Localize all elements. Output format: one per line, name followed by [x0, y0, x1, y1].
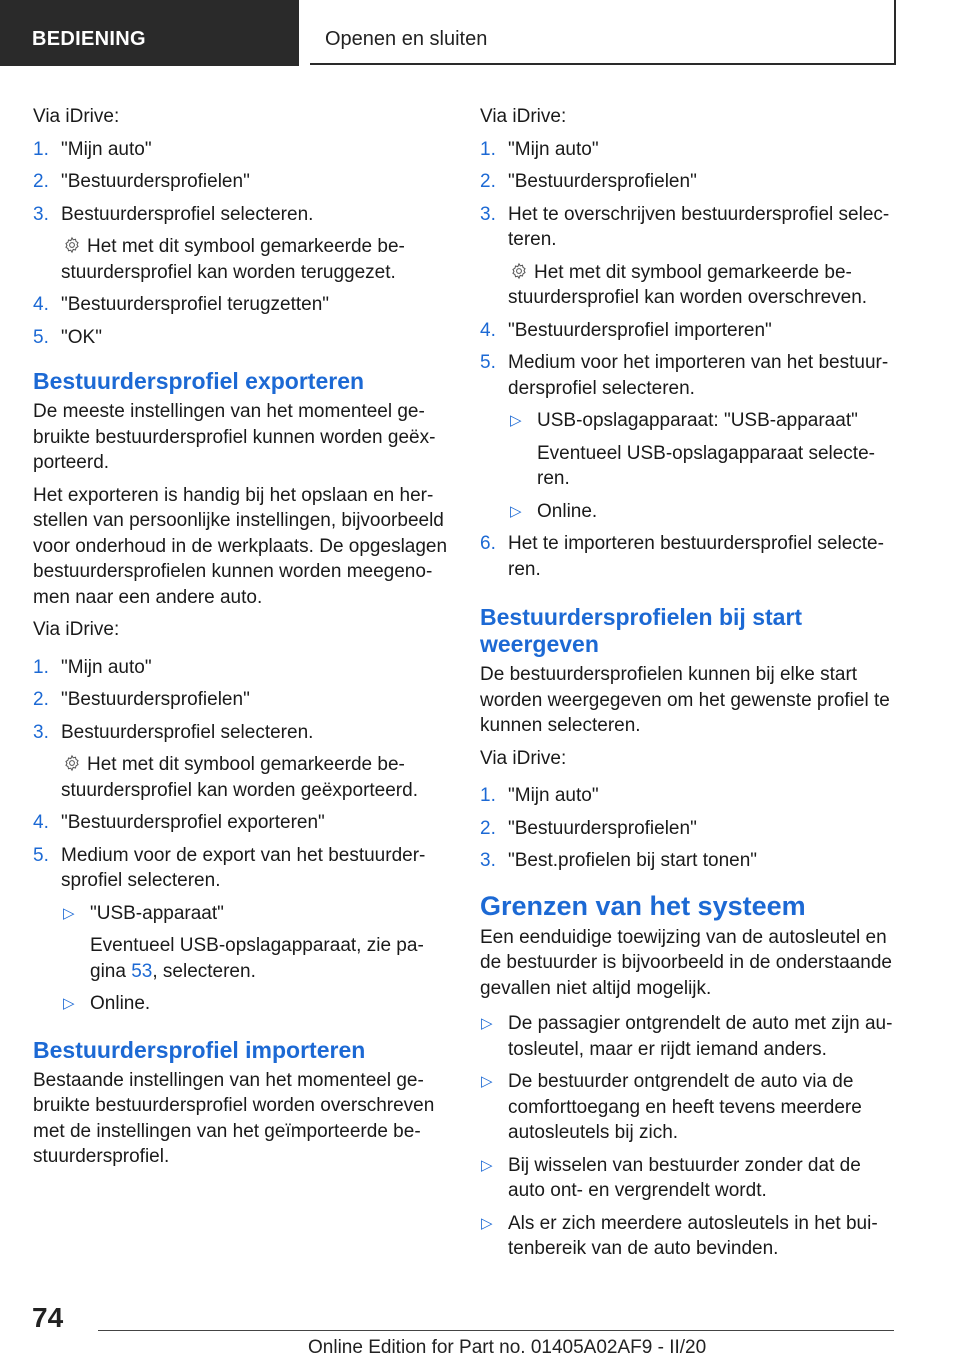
bullet-text: De bestuurder ontgrendelt de auto via de comforttoegang en heeft tevens meerdere autosleutels bij zich.: [508, 1071, 862, 1143]
export-heading: Bestuurdersprofiel exporteren: [33, 368, 365, 394]
sub-list-item: [480, 408, 898, 434]
step-number: 2.: [33, 689, 49, 710]
triangle-bullet-icon: ▷: [510, 502, 522, 520]
list-item: [480, 202, 898, 253]
sub-continuation: [90, 933, 451, 984]
right-column: [480, 104, 898, 1269]
step-number: 5.: [33, 844, 49, 866]
step-number: 3.: [480, 203, 496, 225]
step-text: "OK": [61, 326, 102, 348]
via-idrive-label: Via iDrive:: [33, 106, 120, 127]
triangle-bullet-icon: ▷: [63, 904, 75, 922]
step-text: Het te overschrijven bestuurdersprofiel selecteren.: [508, 203, 890, 250]
sub-text: USB-opslagapparaat: "USB-apparaat": [537, 410, 858, 431]
step-number: 3.: [480, 850, 496, 871]
step-text: "Bestuurdersprofiel terugzetten": [61, 294, 330, 315]
sub-text: Online.: [90, 993, 151, 1014]
paragraph: Het exporteren is handig bij het opslaan en herstellen van persoonlijke instellingen, bijvoorbeeld voor onderhoud in de werkplaats. De opgeslagen bestuurdersprofielen kunnen worden meegenomen naar een andere auto.: [33, 484, 448, 608]
bullet-text: Als er zich meerdere autosleutels in het buitenbereik van de auto bevinden.: [508, 1212, 878, 1259]
step-text: "Mijn auto": [508, 785, 599, 806]
gear-note: [508, 260, 898, 311]
gear-icon: [508, 262, 530, 280]
via-idrive-label: Via iDrive:: [480, 747, 567, 769]
via-idrive-label: Via iDrive:: [33, 619, 120, 640]
step-text: Medium voor het importeren van het bestuurdersprofiel selecteren.: [508, 352, 889, 399]
bullet-text: De passagier ontgrendelt de auto met zijn autosleutel, maar er rijdt iemand anders.: [508, 1013, 893, 1060]
step-text: Bestuurdersprofiel selecteren.: [61, 203, 314, 225]
list-item: [33, 810, 451, 836]
step-text: "Bestuurdersprofiel exporteren": [61, 812, 325, 833]
list-item: [33, 325, 451, 351]
step-text: "Bestuurdersprofiel importeren": [508, 319, 772, 341]
step-text: Bestuurdersprofiel selecteren.: [61, 721, 314, 743]
chapter-title: Openen en sluiten: [325, 28, 488, 50]
note-text: Het met dit symbool gemarkeerde bestuurdersprofiel kan worden teruggezet.: [61, 236, 405, 283]
list-item: [33, 202, 451, 228]
list-item: [33, 843, 451, 894]
bullet-item: [480, 1211, 898, 1262]
step-text: "Mijn auto": [61, 138, 152, 160]
step-number: 3.: [33, 203, 49, 225]
note-text: Het met dit symbool gemarkeerde bestuurdersprofiel kan worden geëxporteerd.: [61, 754, 418, 801]
step-text: "Best.profielen bij start tonen": [508, 850, 758, 871]
step-number: 1.: [33, 656, 49, 678]
step-number: 1.: [480, 138, 496, 160]
step-text: "Bestuurdersprofielen": [508, 817, 697, 839]
paragraph: Een eenduidige toewijzing van de autosleutel en de bestuurder is bijvoorbeeld in de onderstaande gevallen niet altijd mogelijk.: [480, 926, 892, 999]
bullet-item: [480, 1011, 898, 1062]
list-item: [33, 137, 451, 163]
step-number: 2.: [33, 171, 49, 192]
via-idrive-label: Via iDrive:: [480, 106, 567, 127]
paragraph: De meeste instellingen van het momenteel gebruikte bestuurdersprofiel kunnen worden geëxporteerd.: [33, 401, 436, 473]
gear-icon: [61, 236, 83, 254]
triangle-bullet-icon: ▷: [481, 1073, 493, 1090]
step-number: 5.: [33, 326, 49, 348]
step-number: 1.: [33, 138, 49, 160]
list-item: [480, 816, 898, 842]
gear-note: [61, 234, 451, 285]
list-item: [480, 137, 898, 163]
list-item: [480, 531, 898, 582]
step-text: Medium voor de export van het bestuurdersprofiel selecteren.: [61, 844, 426, 891]
list-item: [480, 783, 898, 809]
page-link[interactable]: 53: [131, 960, 153, 982]
bullet-text: Bij wisselen van bestuurder zonder dat de auto ont- en vergrendelt wordt.: [508, 1154, 861, 1201]
list-item: [33, 655, 451, 681]
step-number: 4.: [33, 294, 49, 315]
list-item: [33, 687, 451, 713]
sub-text: Online.: [537, 500, 598, 522]
list-item: [480, 169, 898, 195]
step-number: 2.: [480, 171, 496, 192]
triangle-bullet-icon: ▷: [510, 412, 522, 429]
sub-text: "USB-apparaat": [90, 902, 224, 924]
step-number: 6.: [480, 533, 496, 554]
import-heading: Bestuurdersprofiel importeren: [33, 1036, 366, 1063]
sub-text: , selecteren.: [152, 960, 256, 982]
gear-note: [61, 752, 451, 803]
step-text: "Bestuurdersprofielen": [61, 171, 250, 192]
left-column: [33, 104, 451, 1177]
step-text: "Bestuurdersprofielen": [61, 689, 250, 710]
paragraph: De bestuurdersprofielen kunnen bij elke start worden weergegeven om het gewenste profiel te kunnen selecteren.: [480, 664, 890, 736]
triangle-bullet-icon: ▷: [481, 1156, 493, 1174]
triangle-bullet-icon: ▷: [63, 995, 75, 1012]
sub-continuation: Eventueel USB-opslagapparaat selecteren.: [537, 442, 875, 489]
paragraph: Bestaande instellingen van het momenteel gebruikte bestuurdersprofiel worden overschreven met de instellingen van het geïmporteerde bestuurdersprofiel.: [33, 1069, 435, 1167]
step-number: 5.: [480, 352, 496, 373]
step-text: "Mijn auto": [61, 656, 152, 678]
list-item: [480, 848, 898, 874]
step-text: Het te importeren bestuurdersprofiel selecteren.: [508, 533, 884, 580]
list-item: [33, 720, 451, 746]
list-item: [480, 350, 898, 401]
step-number: 4.: [480, 319, 496, 341]
edition-text: Online Edition for Part no. 01405A02AF9 - II/20: [308, 1337, 707, 1358]
start-heading: Bestuurdersprofielen bij start weergeven: [480, 604, 803, 657]
note-text: Het met dit symbool gemarkeerde bestuurdersprofiel kan worden overschreven.: [508, 261, 868, 308]
triangle-bullet-icon: ▷: [481, 1015, 493, 1032]
section-tab: [0, 0, 299, 66]
list-item: [480, 318, 898, 344]
bullet-item: [480, 1153, 898, 1204]
sub-list-item: [33, 991, 451, 1017]
list-item: [33, 292, 451, 318]
section-title: BEDIENING: [32, 28, 146, 50]
step-number: 3.: [33, 721, 49, 743]
sub-list-item: [480, 499, 898, 525]
chapter-tab: [310, 0, 896, 65]
list-item: [33, 169, 451, 195]
step-number: 1.: [480, 785, 496, 806]
step-text: "Mijn auto": [508, 138, 599, 160]
footer-divider: [98, 1330, 894, 1331]
step-number: 2.: [480, 817, 496, 839]
step-text: "Bestuurdersprofielen": [508, 171, 697, 192]
sub-text: Eventueel USB-opslagapparaat, zie pagina: [90, 935, 424, 982]
step-number: 4.: [33, 812, 49, 833]
sub-list-item: [33, 901, 451, 927]
bullet-item: [480, 1069, 898, 1146]
triangle-bullet-icon: ▷: [481, 1214, 493, 1232]
page-number: 74: [32, 1302, 64, 1333]
limits-heading: Grenzen van het systeem: [480, 890, 806, 921]
gear-icon: [61, 754, 83, 772]
